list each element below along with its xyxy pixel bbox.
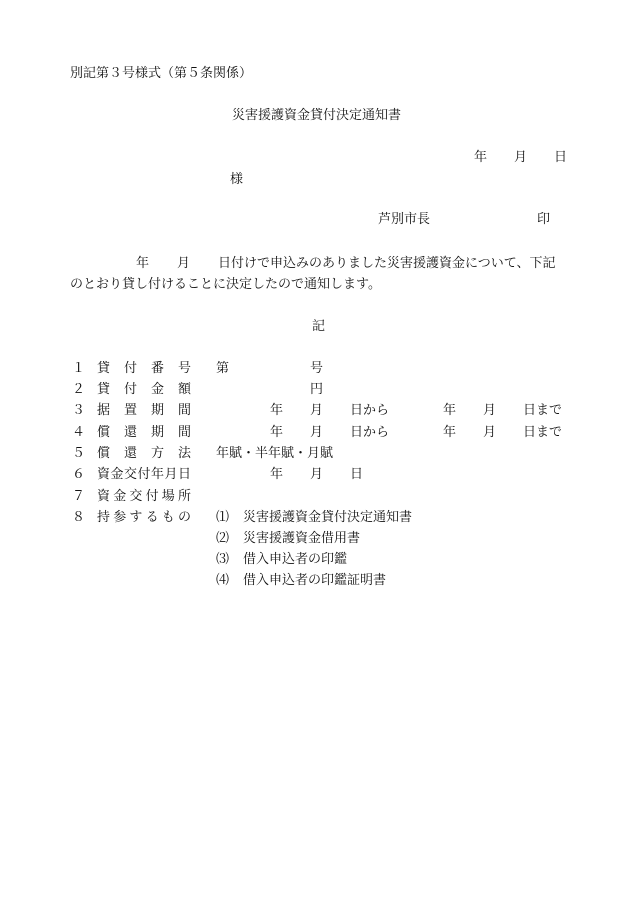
grant-date-month: 月 — [310, 467, 324, 482]
body-month-label: 月 — [177, 256, 191, 271]
document-item-number: ⑶ — [216, 552, 230, 567]
document-item-text: 災害援護資金貸付決定通知書 — [243, 510, 413, 525]
loan-number-suffix: 号 — [310, 361, 324, 376]
document-item-number: ⑵ — [216, 531, 230, 546]
item-number: ７ — [72, 489, 86, 504]
item-number: ４ — [72, 425, 86, 440]
date-month-label: 月 — [514, 150, 528, 165]
body-year-label: 年 — [136, 256, 150, 271]
item-number: ５ — [72, 446, 86, 461]
repayment-start-day: 日から — [350, 425, 390, 440]
form-number-label: 別記第３号様式（第５条関係） — [70, 66, 253, 81]
repayment-start-month: 月 — [310, 425, 324, 440]
item-label-grant-date: 資金交付年月日 — [97, 467, 191, 482]
date-year-label: 年 — [474, 150, 488, 165]
document-item-number: ⑷ — [216, 573, 230, 588]
body-text-line1: 日付けで申込みのありました災害援護資金について、下記 — [218, 256, 556, 271]
document-item-text: 借入申込者の印鑑証明書 — [243, 573, 387, 588]
item-number: １ — [72, 361, 86, 376]
repayment-start-year: 年 — [270, 425, 284, 440]
date-day-label: 日 — [554, 150, 568, 165]
issuer-name: 芦別市長 — [378, 212, 431, 227]
item-label-deferment-period: 据置期間 — [97, 403, 191, 418]
document-item-text: 借入申込者の印鑑 — [243, 552, 348, 567]
ki-heading: 記 — [312, 319, 326, 334]
item-label-repayment-period: 償還期間 — [97, 425, 191, 440]
amount-unit: 円 — [310, 382, 324, 397]
item-label-items-to-bring: 持参するもの — [97, 510, 191, 525]
repayment-end-year: 年 — [443, 425, 457, 440]
repayment-end-day: 日まで — [523, 425, 563, 440]
document-item-text: 災害援護資金借用書 — [243, 531, 361, 546]
item-number: ６ — [72, 467, 86, 482]
deferment-end-month: 月 — [483, 403, 497, 418]
deferment-start-year: 年 — [270, 403, 284, 418]
item-label-repayment-method: 償還方法 — [97, 446, 191, 461]
recipient-honorific: 様 — [230, 172, 244, 187]
item-label-grant-place: 資金交付場所 — [97, 489, 191, 504]
grant-date-year: 年 — [270, 467, 284, 482]
body-text-line2: のとおり貸し付けることに決定したので通知します。 — [70, 277, 381, 292]
item-number: ８ — [72, 510, 86, 525]
deferment-end-day: 日まで — [523, 403, 563, 418]
deferment-end-year: 年 — [443, 403, 457, 418]
item-number: ３ — [72, 403, 86, 418]
document-item-number: ⑴ — [216, 510, 230, 525]
repayment-method-options: 年賦・半年賦・月賦 — [216, 446, 334, 461]
deferment-start-day: 日から — [350, 403, 390, 418]
repayment-end-month: 月 — [483, 425, 497, 440]
item-number: ２ — [72, 382, 86, 397]
item-label-loan-number: 貸付番号 — [97, 361, 191, 376]
grant-date-day: 日 — [350, 467, 364, 482]
seal-mark: 印 — [537, 212, 551, 227]
item-label-loan-amount: 貸付金額 — [97, 382, 191, 397]
document-title: 災害援護資金貸付決定通知書 — [232, 108, 402, 123]
deferment-start-month: 月 — [310, 403, 324, 418]
loan-number-prefix: 第 — [216, 361, 230, 376]
